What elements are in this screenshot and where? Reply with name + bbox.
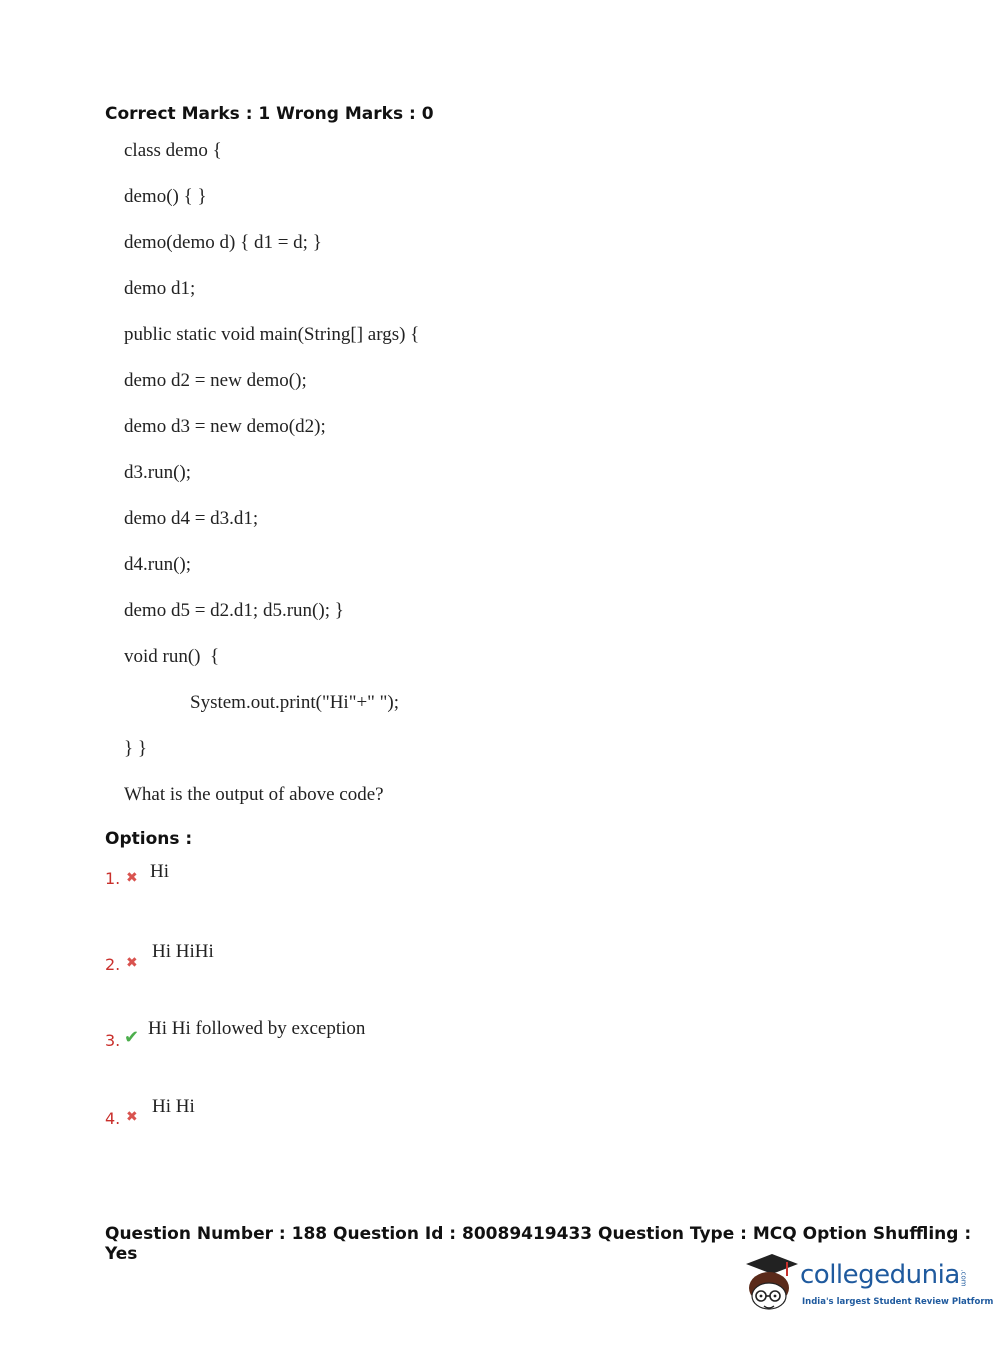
code-line: demo(demo d) { d1 = d; } (124, 232, 322, 253)
code-line: demo() { } (124, 186, 207, 207)
check-icon: ✔ (124, 1027, 140, 1048)
mascot-icon (742, 1250, 800, 1320)
logo-tagline: India's largest Student Review Platform (802, 1297, 994, 1307)
question-info-line: Question Number : 188 Question Id : 80089419433 Question Type : MCQ Option Shuffling : Yes (105, 1224, 972, 1264)
cross-icon: ✖ (126, 1109, 138, 1125)
code-line: public static void main(String[] args) { (124, 324, 420, 345)
code-line: System.out.print("Hi"+" "); (190, 692, 400, 713)
marks-line: Correct Marks : 1 Wrong Marks : 0 (105, 104, 434, 124)
code-line: demo d4 = d3.d1; (124, 508, 259, 529)
code-line: d3.run(); (124, 462, 192, 483)
code-line: void run() { (124, 646, 220, 667)
option-text: Hi (150, 861, 169, 882)
logo-com: .com (959, 1269, 968, 1287)
code-line: demo d2 = new demo(); (124, 370, 307, 391)
option-text: Hi Hi followed by exception (148, 1018, 366, 1039)
option-number: 4. (105, 1109, 121, 1128)
options-heading: Options : (105, 829, 193, 849)
code-line: d4.run(); (124, 554, 192, 575)
question-text: What is the output of above code? (124, 784, 384, 805)
code-line: class demo { (124, 140, 222, 161)
logo-wordmark: collegedunia (800, 1260, 960, 1290)
collegedunia-logo (742, 1250, 994, 1320)
cross-icon: ✖ (126, 955, 138, 971)
code-line: } } (124, 738, 147, 759)
option-number: 2. (105, 955, 121, 974)
option-number: 1. (105, 869, 121, 888)
code-line: demo d5 = d2.d1; d5.run(); } (124, 600, 344, 621)
option-text: Hi Hi (152, 1096, 195, 1117)
cross-icon: ✖ (126, 870, 138, 886)
option-text: Hi HiHi (152, 941, 214, 962)
code-line: demo d1; (124, 278, 196, 299)
option-number: 3. (105, 1031, 121, 1050)
code-line: demo d3 = new demo(d2); (124, 416, 326, 437)
